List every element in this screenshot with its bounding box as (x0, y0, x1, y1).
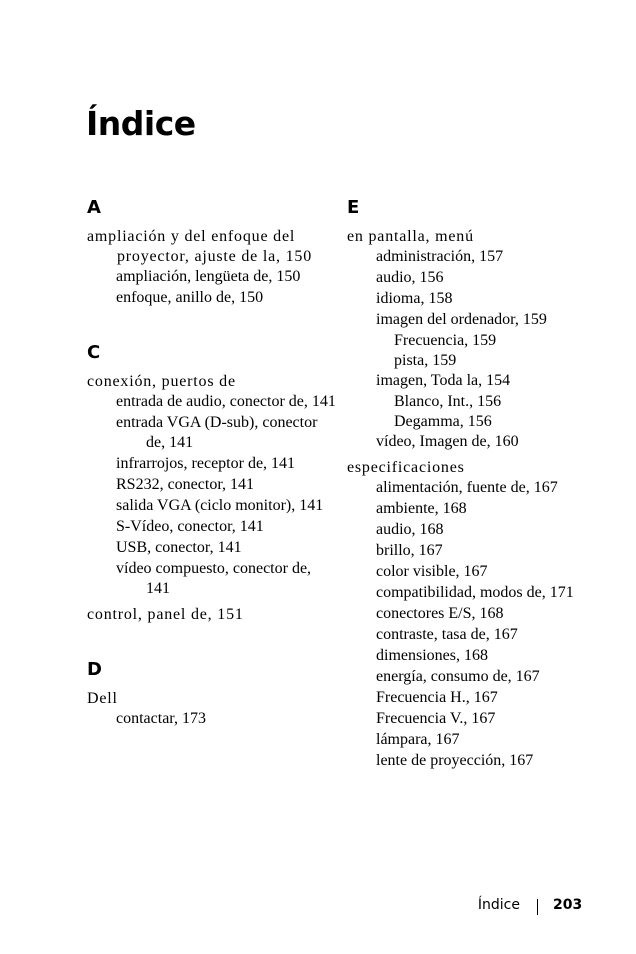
entry-term: conexión, puertos de (87, 373, 236, 390)
entry-term: Dell (87, 690, 118, 707)
subentry: Frecuencia V., 167 (376, 710, 496, 727)
section-letter: D (87, 659, 102, 680)
subentry: idioma, 158 (376, 290, 453, 307)
index-column-right (347, 197, 597, 805)
subentry: RS232, conector, 141 (116, 476, 255, 493)
index-column-left (87, 197, 337, 763)
section-c (87, 342, 337, 625)
subentry: compatibilidad, modos de, 171 (376, 584, 574, 601)
subentry: dimensiones, 168 (376, 647, 488, 664)
subentry: administración, 157 (376, 248, 504, 265)
section-letter: C (87, 342, 101, 363)
subsubentry: Degamma, 156 (394, 413, 492, 430)
subsubentry: Frecuencia, 159 (394, 332, 497, 349)
subentry: conectores E/S, 168 (376, 605, 504, 622)
subentry: brillo, 167 (376, 542, 443, 559)
subentry: infrarrojos, receptor de, 141 (116, 455, 296, 472)
subentry: enfoque, anillo de, 150 (116, 289, 264, 306)
subsubentry: pista, 159 (394, 352, 457, 369)
subentry: imagen del ordenador, 159 (376, 311, 547, 328)
subentry: lente de proyección, 167 (376, 752, 534, 769)
subentry: lámpara, 167 (376, 731, 460, 748)
subentry: alimentación, fuente de, 167 (376, 479, 558, 496)
subentry: vídeo compuesto, conector de, 141 (116, 560, 312, 597)
section-a (87, 197, 337, 308)
entry-term: en pantalla, menú (347, 228, 474, 245)
subentry: entrada VGA (D-sub), conector de, 141 (116, 414, 318, 451)
footer-divider (537, 899, 538, 915)
index-entry (347, 458, 597, 771)
index-entry (87, 227, 337, 308)
subentry: energía, consumo de, 167 (376, 668, 540, 685)
subentry: audio, 156 (376, 269, 444, 286)
subentry: salida VGA (ciclo monitor), 141 (116, 497, 324, 514)
subsubentry: Blanco, Int., 156 (394, 393, 502, 410)
subentry: vídeo, Imagen de, 160 (376, 433, 519, 450)
entry-term: especificaciones (347, 459, 465, 476)
subentry: entrada de audio, conector de, 141 (116, 393, 336, 410)
subentry: audio, 168 (376, 521, 444, 538)
subentry: Frecuencia H., 167 (376, 689, 498, 706)
subentry: ampliación, lengüeta de, 150 (116, 268, 301, 285)
index-entry (87, 372, 337, 599)
entry-term: control, panel de, 151 (87, 606, 244, 623)
index-entry (87, 689, 337, 729)
section-e (347, 197, 597, 771)
subentry: imagen, Toda la, 154 (376, 372, 511, 389)
subentry: contraste, tasa de, 167 (376, 626, 518, 643)
section-letter: E (347, 197, 360, 218)
section-letter: A (87, 197, 101, 218)
subentry: ambiente, 168 (376, 500, 467, 517)
page-number: 203 (553, 897, 583, 913)
page-title: Índice (86, 104, 196, 143)
section-d (87, 659, 337, 729)
subentry: contactar, 173 (116, 710, 206, 727)
index-entry (347, 227, 597, 452)
index-entry (87, 605, 337, 625)
subentry: color visible, 167 (376, 563, 488, 580)
entry-term: ampliación y del enfoque del proyector, ajuste de la, 150 (87, 228, 313, 265)
subentry: S-Vídeo, conector, 141 (116, 518, 264, 535)
footer-section-label: Índice (477, 897, 520, 913)
subentry: USB, conector, 141 (116, 539, 242, 556)
